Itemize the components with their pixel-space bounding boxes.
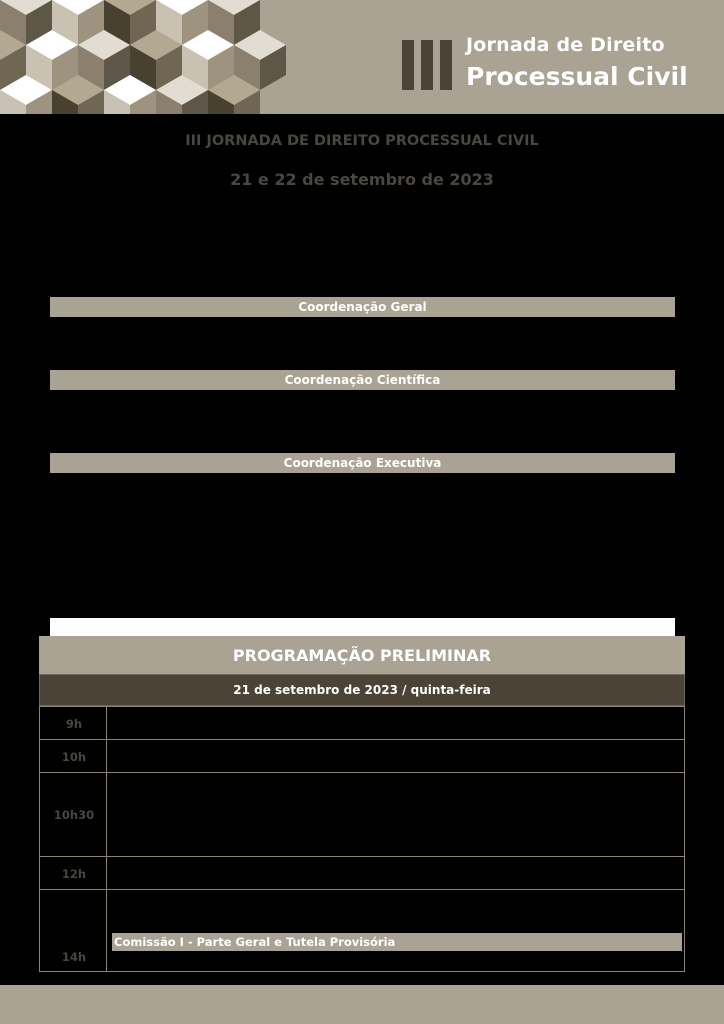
time-cell (39, 856, 107, 890)
time-label: 12h (61, 867, 87, 881)
content-cell (106, 889, 685, 972)
footer-band (0, 985, 724, 1024)
section-coordenacao-cientifica: Coordenação Científica (50, 370, 675, 390)
event-dates: 21 e 22 de setembro de 2023 (230, 170, 494, 189)
program-title: PROGRAMAÇÃO PRELIMINAR (39, 636, 685, 674)
event-title: III JORNADA DE DIREITO PROCESSUAL CIVIL (185, 133, 539, 149)
table-row (39, 739, 685, 773)
content-cell (106, 772, 685, 857)
time-cell (39, 739, 107, 773)
time-cell (39, 706, 107, 740)
section-coordenacao-executiva: Coordenação Executiva (50, 453, 675, 473)
time-label: 14h (61, 950, 87, 964)
cube-pattern-decoration (0, 0, 300, 114)
logo-numeral-mark (402, 40, 458, 90)
content-cell (106, 706, 685, 740)
program-day-header: 21 de setembro de 2023 / quinta-feira (39, 674, 685, 706)
table-row (39, 856, 685, 890)
logo-title-line2: Processual Civil (466, 62, 688, 91)
time-label: 9h (65, 717, 83, 731)
content-cell (106, 856, 685, 890)
time-cell (39, 772, 107, 857)
content-cell (106, 739, 685, 773)
table-row (39, 706, 685, 740)
session-comissao-1: Comissão I - Parte Geral e Tutela Provisória (112, 933, 682, 951)
section-coordenacao-geral: Coordenação Geral (50, 297, 675, 317)
divider-strip (50, 618, 675, 636)
header-banner (0, 0, 724, 114)
time-cell (39, 889, 107, 972)
logo-title-line1: Jornada de Direito (466, 34, 665, 56)
time-label: 10h30 (53, 808, 95, 822)
table-row (39, 772, 685, 857)
table-row (39, 889, 685, 972)
time-label: 10h (61, 750, 87, 764)
